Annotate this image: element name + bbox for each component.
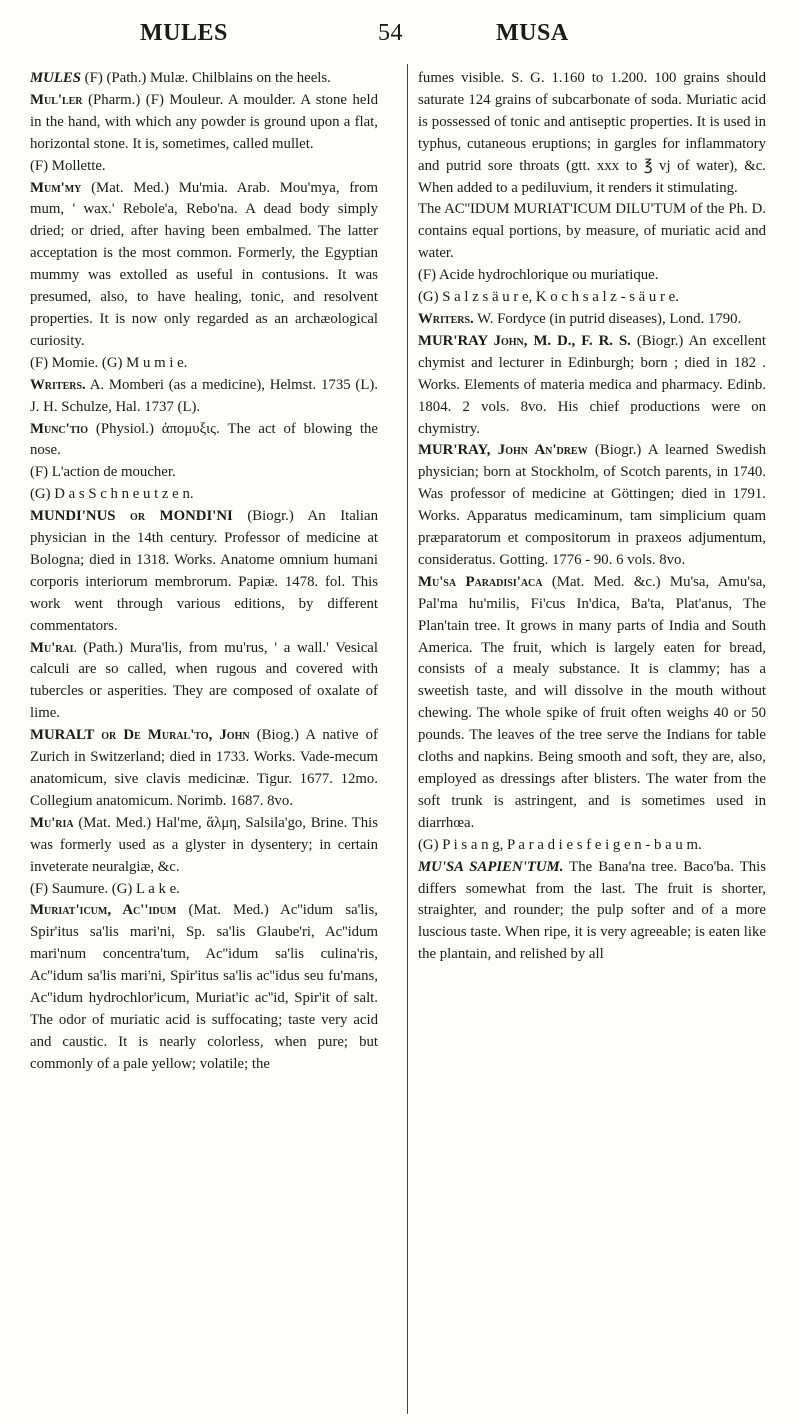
entry: (G) S a l z s ä u r e, K o c h s a l z - s ä u r e. [418,289,679,306]
entry: (F) Momie. (G) M u m i e. [30,354,188,371]
entry: fumes visible. S. G. 1.160 to 1.200. 100 grains should saturate 124 grains of subcarbonate of soda. Muriatic acid is possessed of tonic and antiseptic properties. It is used in typhus, cutaneous eruptions; in gargles for inflammatory and putrid sore throats (gtt. xxx to ℥ vj of water), &c. When added to a pediluvium, it renders it stimulating. [418,70,766,196]
running-header [0,20,800,60]
entry: (F) Mollette. [30,157,106,174]
right-column [418,68,766,966]
entry: Munc'tio (Physiol.) ἀπομυξις. The act of blowing the nose. [30,420,378,459]
entry: Writers. W. Fordyce (in putrid diseases), Lond. 1790. [418,310,742,327]
left-column [30,68,378,1076]
column-divider [407,64,408,1414]
entry: The AC''IDUM MURIAT'ICUM DILU'TUM of the Ph. D. contains equal portions, by measure, of muriatic acid and water. [418,201,766,262]
entry: Writers. A. Momberi (as a medicine), Helmst. 1735 (L). J. H. Schulze, Hal. 1737 (L). [30,376,378,415]
entry: Mu'ria (Mat. Med.) Hal'me, ἅλμη, Salsila'go, Brine. This was formerly used as a glyster in dysentery; in certain inveterate neuralgiæ, &c. [30,814,378,875]
entry: (F) Saumure. (G) L a k e. [30,880,180,897]
entry: MUR'RAY John, M. D., F. R. S. (Biogr.) An excellent chymist and lecturer in Edinburgh; born ; died in 182 . Works. Elements of materia medica and pharmacy. Edinb. 1804. 2 vols. 8vo. His chief productions were on chymistry. [418,332,766,437]
entry: (F) L'action de moucher. [30,464,176,481]
entry: Mul'ler (Pharm.) (F) Mouleur. A moulder. A stone held in the hand, with which any powder is ground upon a flat, horizontal stone. It is, sometimes, called mullet. [30,91,378,152]
page-number: 54 [378,20,403,46]
entry: MUR'RAY, John An'drew (Biogr.) A learned Swedish physician; born at Stockholm, of Scotch parents, in 1740. Was professor of medicine at Göttingen; died in 1791. Works. Apparatus medicaminum, tam simplicium quam præparatorum et compositorum in praxeos adjumentum, consideratus. Gotting. 1776 - 90. 6 vols. 8vo. [418,442,766,568]
entry: MUNDI'NUS or MONDI'NI (Biogr.) An Italian physician in the 14th century. Professor of medicine at Bologna; died in 1318. Works. Anatome omnium humani corporis interiorum membrorum. Papiæ. 1478. fol. This work went through various editions, by different commentators. [30,508,378,634]
header-right-word: MUSA [496,20,569,46]
entry: Mu'ral (Path.) Mura'lis, from mu'rus, ' a wall.' Vesical calculi are so called, when rugous and covered with tubercles or asperities. They are composed of oxalate of lime. [30,639,378,722]
entry: (F) Acide hydrochlorique ou muriatique. [418,267,659,284]
entry: (G) P i s a n g, P a r a d i e s f e i g e n - b a u m. [418,836,702,853]
entry: MULES (F) (Path.) Mulæ. Chilblains on the heels. [30,70,331,86]
entry: Mum'my (Mat. Med.) Mu'mia. Arab. Mou'mya, from mum, ' wax.' Rebole'a, Rebo'na. A dead body simply dried; or dried, after having been embalmed. The latter acceptation is the most common. Formerly, the Egyptian mummy was extolled as useful in contusions. It was presumed, also, to have healing, tonic, and resolvent properties. It is now only regarded as an archæological curiosity. [30,179,378,349]
entry: MURALT or De Mural'to, John (Biog.) A native of Zurich in Switzerland; died in 1733. Works. Vade-mecum anatomicum, sive clavis medicinæ. Tigur. 1677. 12mo. Collegium anatomicum. Norimb. 1687. 8vo. [30,727,378,809]
entry: (G) D a s S c h n e u t z e n. [30,486,194,503]
entry: MU'SA SAPIEN'TUM. The Bana'na tree. Baco'ba. This differs somewhat from the last. The fruit is shorter, straighter, and rounder; the pulp softer and of a more luscious taste. When ripe, it is very agreeable; is eaten like the plantain, and relished by all [418,858,767,963]
header-left-word: MULES [140,20,228,46]
entry: Mu'sa Paradisi'aca (Mat. Med. &c.) Mu'sa, Amu'sa, Pal'ma hu'milis, Fi'cus In'dica, Ba'ta, Plat'anus, The Plan'tain tree. It grows in many parts of India and South America. The fruit, which is largely eaten for bread, consists of a mealy substance. It is clammy; has a sweetish taste, and will dissolve in the mouth without chewing. The whole spike of fruit often weighs 40 or 50 pounds. The leaves of the tree serve the Indians for table cloths and napkins. Being smooth and soft, they are, also, employed as dressings after blisters. The water from the soft trunk is astringent, and is sometimes used in diarrhœa. [418,573,767,831]
entry: Muriat'icum, Ac''idum (Mat. Med.) Ac''idum sa'lis, Spir'itus sa'lis mari'ni, Sp. sa'lis Glaube'ri, Ac''idum mari'num concentra'tum, Ac''idum sa'lis culina'ris, Ac''idum sa'lis mari'ni, Spir'itus sa'lis ac''idus seu fu'mans, Ac''idum hydrochlor'icum, Muriat'ic ac''id, Spir'it of salt. The odor of muriatic acid is suffocating; taste very acid and caustic. It is nearly colorless, when pure; but commonly of a pale yellow; volatile; the [30,902,378,1072]
